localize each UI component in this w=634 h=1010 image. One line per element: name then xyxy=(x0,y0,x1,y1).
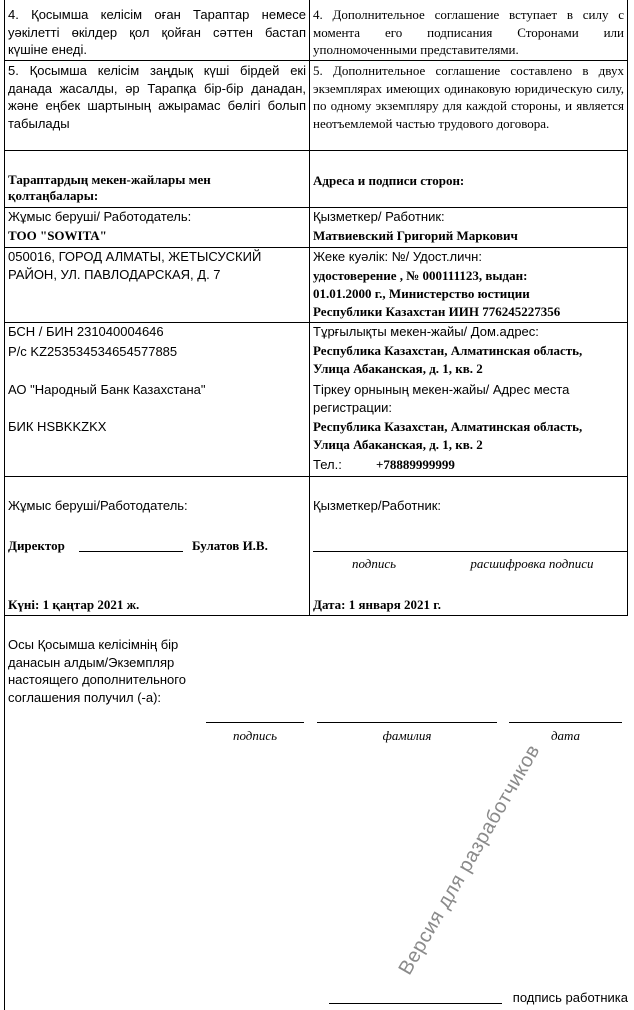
employee-id-line-1: удостоверение , № 000111123, выдан: xyxy=(313,268,528,283)
employer-bin: БСН / БИН 231040004646 xyxy=(8,324,164,339)
employee-id-line-2: 01.01.2000 г., Министерство юстиции xyxy=(313,286,530,301)
row-divider xyxy=(4,60,628,61)
employee-reg-label: Тіркеу орнының мекен-жайы/ Адрес места регистрации: xyxy=(313,382,570,415)
table-left-border xyxy=(4,0,5,615)
employee-home-address: Республика Казахстан, Алматинская область, Улица Абаканская, д. 1, кв. 2 xyxy=(313,343,583,376)
employer-role-label: Жұмыс беруші/ Работодатель: xyxy=(8,209,192,224)
table-right-border xyxy=(627,0,628,615)
employee-sign-label: Қызметкер/Работник: xyxy=(313,498,442,513)
clause4-ru: 4. Дополнительное соглашение вступает в силу с момента его подписания Сторонами или уполномоченными представителями. xyxy=(313,7,624,57)
employee-id-label: Жеке куәлік: №/ Удост.личн: xyxy=(313,249,482,264)
employee-name: Матвиевский Григорий Маркович xyxy=(313,228,518,243)
employee-phone: +78889999999 xyxy=(376,457,455,472)
clause4-kz: 4. Қосымша келісім оған Тараптар немесе уәкілетті өкілдер қол қойған сәттен бастап күшіне енеді. xyxy=(8,7,306,57)
employee-decode-caption: расшифровка подписи xyxy=(470,556,594,571)
clause5-kz: 5. Қосымша келісім заңдық күші бірдей екі данада жасалды, әр Тарапқа бір-бір данадан, және еңбек шартының ажырамас бөлігі болып табылады xyxy=(8,63,306,131)
receipt-text: Осы Қосымша келісімнің бір данасын алдым/Экземпляр настоящего дополнительного соглашения получил (-а): xyxy=(8,637,186,705)
employee-home-label: Тұрғылықты мекен-жайы/ Дом.адрес: xyxy=(313,324,539,339)
director-label: Директор xyxy=(8,538,65,553)
row-divider xyxy=(4,476,628,477)
receipt-date-line xyxy=(509,722,622,723)
employer-bik: БИК HSBKKZKX xyxy=(8,419,107,434)
receipt-date-caption: дата xyxy=(550,728,581,743)
document-page xyxy=(4,0,628,1010)
employee-role-label: Қызметкер/ Работник: xyxy=(313,209,445,224)
watermark-text: Версия для разработчиков xyxy=(394,740,545,979)
receipt-sign-line xyxy=(206,722,304,723)
employee-sign-caption: подпись xyxy=(351,556,397,571)
employer-date: Күні: 1 қаңтар 2021 ж. xyxy=(8,597,140,612)
footer-signature-label: подпись работника xyxy=(512,990,628,1005)
receipt-surname-caption: фамилия xyxy=(382,728,432,743)
footer-signature-line xyxy=(329,1003,502,1004)
employee-phone-label: Тел.: xyxy=(313,457,342,472)
receipt-surname-line xyxy=(317,722,497,723)
employee-date: Дата: 1 января 2021 г. xyxy=(313,597,441,612)
addresses-header-ru: Адреса и подписи сторон: xyxy=(313,173,465,188)
lower-left-border xyxy=(4,615,5,1010)
employer-address: 050016, ГОРОД АЛМАТЫ, ЖЕТЫСУСКИЙ РАЙОН, УЛ. ПАВЛОДАРСКАЯ, Д. 7 xyxy=(8,249,262,282)
director-signature-line xyxy=(79,551,183,552)
receipt-sign-caption: подпись xyxy=(232,728,278,743)
employee-reg-address: Республика Казахстан, Алматинская область, Улица Абаканская, д. 1, кв. 2 xyxy=(313,419,583,452)
row-divider xyxy=(4,150,628,151)
addresses-header-kz: Тараптардың мекен-жайлары мен қолтаңбалары: xyxy=(8,172,211,203)
table-middle-border xyxy=(309,0,310,615)
director-name: Булатов И.В. xyxy=(192,538,268,553)
employer-bank: АО "Народный Банк Казахстана" xyxy=(8,382,206,397)
employer-account: Р/с KZ253534534654577885 xyxy=(8,344,178,359)
employee-signature-line xyxy=(313,551,627,552)
clause5-ru: 5. Дополнительное соглашение составлено в двух экземплярах имеющих одинаковую юридическую силу, по одному экземпляру для каждой стороны, и является неотъемлемой частью трудового договора. xyxy=(313,63,624,131)
employer-name: ТОО "SOWITA" xyxy=(8,228,107,243)
employer-sign-label: Жұмыс беруші/Работодатель: xyxy=(8,498,188,513)
employee-id-line-3: Республики Казахстан ИИН 776245227356 xyxy=(313,304,561,319)
table-bottom-border xyxy=(4,615,628,616)
